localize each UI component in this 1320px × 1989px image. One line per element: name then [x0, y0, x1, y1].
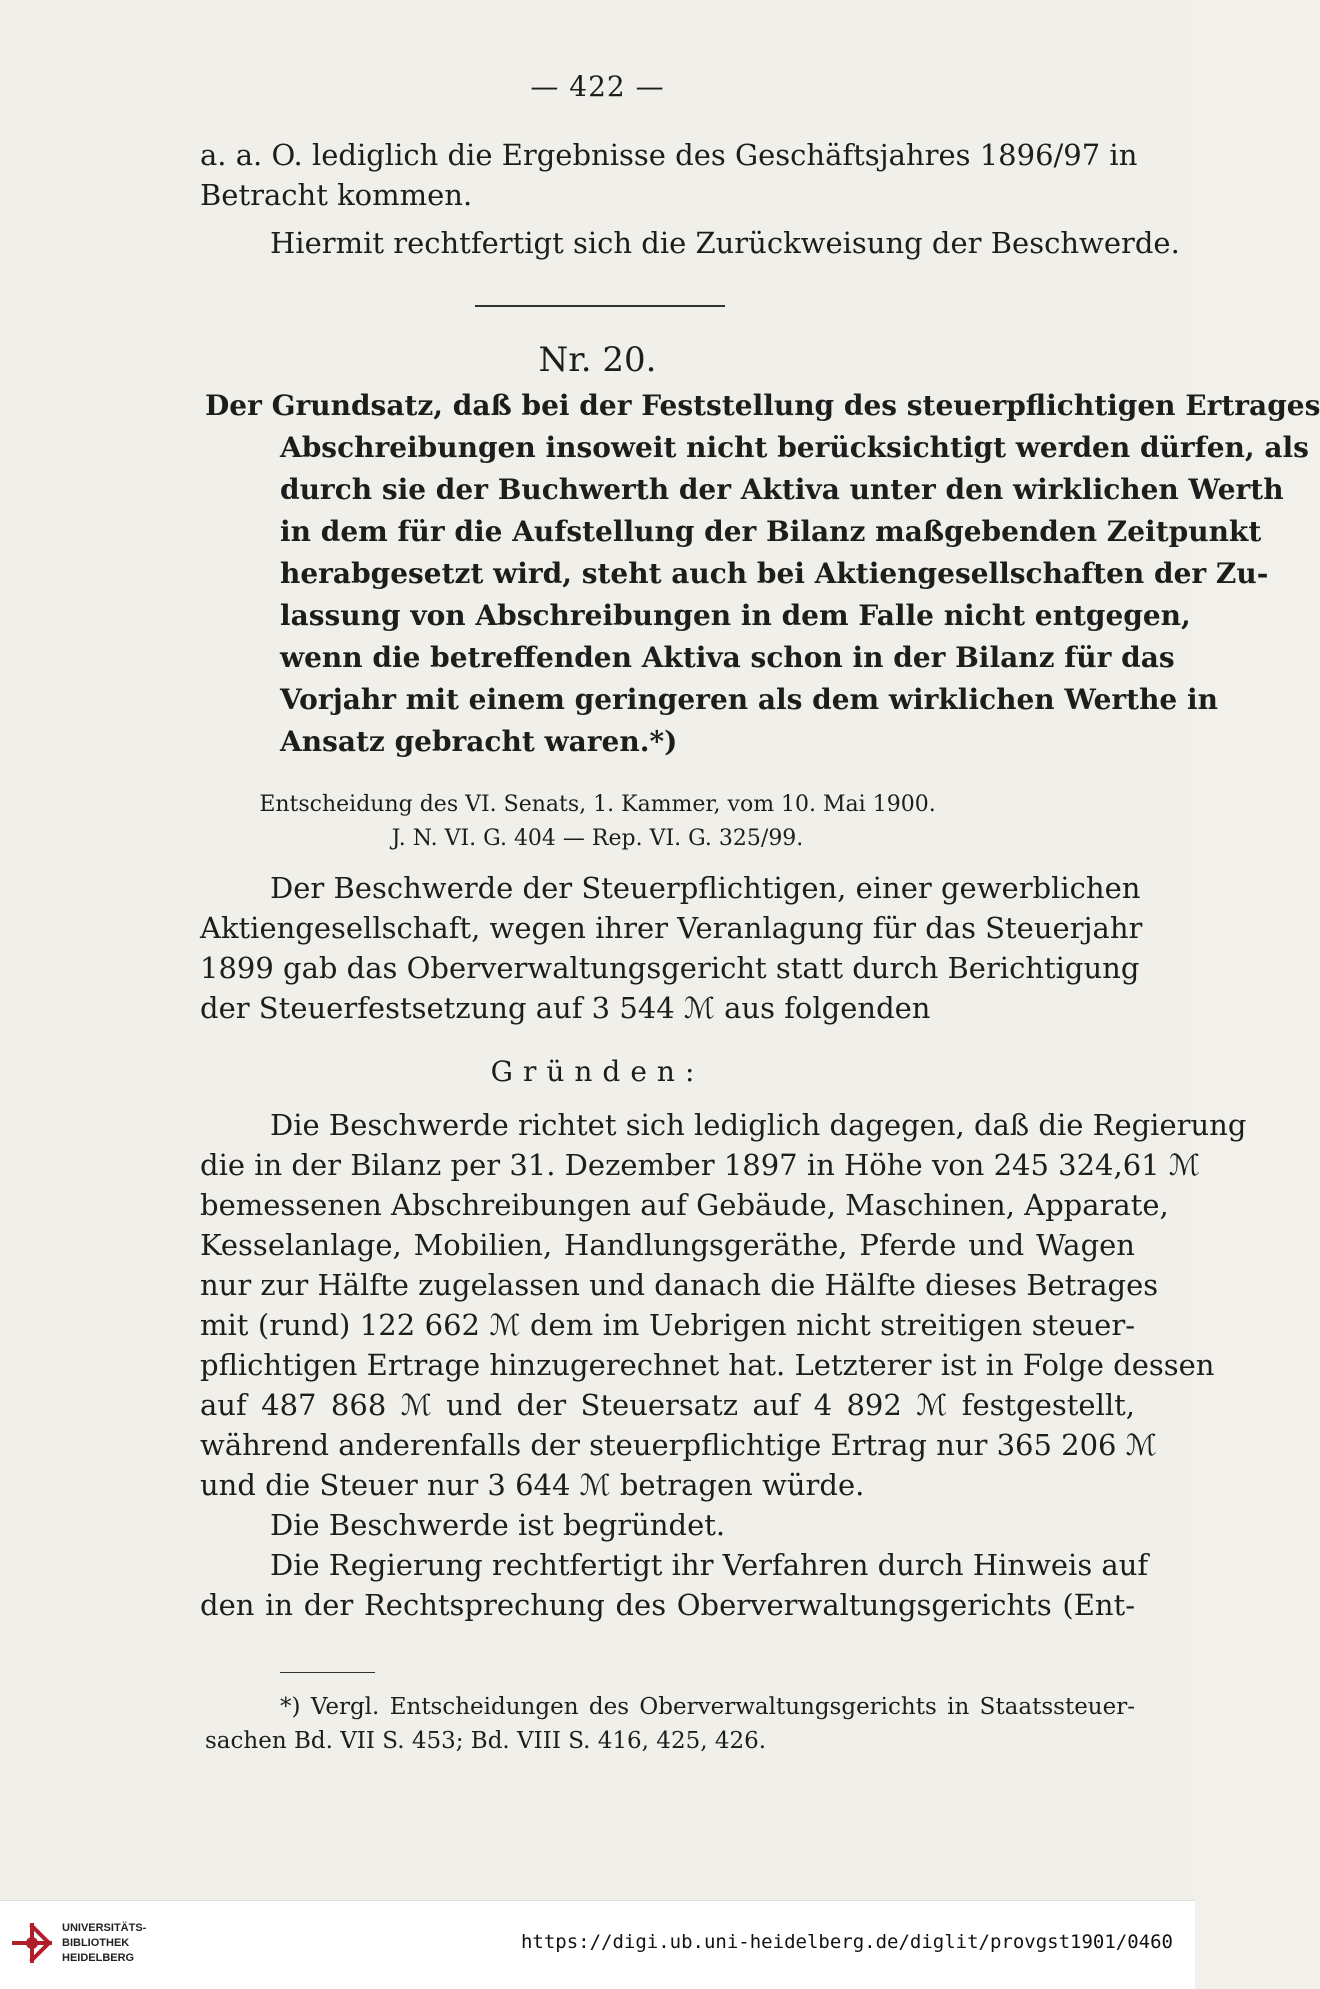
intro-paragraph	[200, 135, 1180, 263]
reasons-line: Kesselanlage, Mobilien, Handlungsgeräthe, Pferde und Wagen	[200, 1228, 1135, 1262]
intro-conclusion: Hiermit rechtfertigt sich die Zurückweisung der Beschwerde.	[270, 226, 1180, 260]
final-line: den in der Rechtsprechung des Oberverwaltungsgerichts (Ent-	[200, 1588, 1135, 1622]
decision-paragraph	[200, 868, 1143, 1028]
reasons-line: nur zur Hälfte zugelassen und danach die Hälfte dieses Betrages	[200, 1268, 1159, 1302]
decision-citation: Entscheidung des VI. Senats, 1. Kammer, vom 10. Mai 1900.	[259, 792, 936, 817]
decision-reference: J. N. VI. G. 404 — Rep. VI. G. 325/99.	[391, 826, 804, 851]
footnote	[205, 1690, 1135, 1758]
summary-line: wenn die betreffenden Aktiva schon in der Bilanz für das	[280, 641, 1175, 674]
decision-line: der Steuerfestsetzung auf 3 544 ℳ aus folgenden	[200, 991, 931, 1025]
decision-line: Der Beschwerde der Steuerpflichtigen, einer gewerblichen	[270, 871, 1141, 905]
footnote-divider	[280, 1672, 375, 1673]
reasons-line: bemessenen Abschreibungen auf Gebäude, Maschinen, Apparate,	[200, 1188, 1169, 1222]
decision-line: Aktiengesellschaft, wegen ihrer Veranlagung für das Steuerjahr	[200, 911, 1143, 945]
summary-line: in dem für die Aufstellung der Bilanz maßgebenden Zeitpunkt	[280, 515, 1262, 548]
headnote-summary	[205, 385, 1320, 763]
founded-line: Die Beschwerde ist begründet.	[270, 1508, 726, 1542]
final-line: Die Regierung rechtfertigt ihr Verfahren durch Hinweis auf	[270, 1548, 1149, 1582]
viewer-footer	[0, 1900, 1195, 1989]
library-name: UNIVERSITÄTS- BIBLIOTHEK HEIDELBERG	[62, 1922, 147, 1964]
summary-line: Vorjahr mit einem geringeren als dem wirklichen Werthe in	[280, 683, 1218, 716]
summary-line: Der Grundsatz, daß bei der Feststellung des steuerpflichtigen Ertrages	[205, 389, 1320, 422]
page-number: — 422 —	[530, 70, 665, 103]
reasons-line: die in der Bilanz per 31. Dezember 1897 in Höhe von 245 324,61 ℳ	[200, 1148, 1200, 1182]
reasons-line: mit (rund) 122 662 ℳ dem im Uebrigen nicht streitigen steuer-	[200, 1308, 1135, 1342]
grounds-heading: Gründen:	[490, 1055, 705, 1088]
footnote-line: sachen Bd. VII S. 453; Bd. VIII S. 416, 425, 426.	[205, 1728, 767, 1754]
section-divider	[475, 305, 725, 307]
summary-line: lassung von Abschreibungen in dem Falle nicht entgegen,	[280, 599, 1191, 632]
decision-line: 1899 gab das Oberverwaltungsgericht statt durch Berichtigung	[200, 951, 1140, 985]
footnote-line: *) Vergl. Entscheidungen des Oberverwaltungsgerichts in Staatssteuer-	[280, 1694, 1135, 1720]
summary-line: herabgesetzt wird, steht auch bei Aktiengesellschaften der Zu-	[280, 557, 1269, 590]
reasons-line: pflichtigen Ertrage hinzugerechnet hat. Letzterer ist in Folge dessen	[200, 1348, 1215, 1382]
section-title: Nr. 20.	[538, 340, 657, 380]
reasons-line: auf 487 868 ℳ und der Steuersatz auf 4 892 ℳ festgestellt,	[200, 1388, 1135, 1422]
university-library-logo-icon	[10, 1921, 54, 1965]
reasons-paragraph	[200, 1105, 1247, 1625]
permalink-url[interactable]: https://digi.ub.uni-heidelberg.de/diglit/provgst1901/0460	[520, 1931, 1173, 1953]
reasons-line: Die Beschwerde richtet sich lediglich dagegen, daß die Regierung	[270, 1108, 1247, 1142]
reasons-line: und die Steuer nur 3 644 ℳ betragen würde.	[200, 1468, 865, 1502]
reasons-line: während anderenfalls der steuerpflichtige Ertrag nur 365 206 ℳ	[200, 1428, 1157, 1462]
summary-line: durch sie der Buchwerth der Aktiva unter den wirklichen Werth	[280, 473, 1284, 506]
intro-line: Betracht kommen.	[200, 178, 473, 212]
summary-line: Abschreibungen insoweit nicht berücksichtigt werden dürfen, als	[280, 431, 1309, 464]
intro-line: a. a. O. lediglich die Ergebnisse des Geschäftsjahres 1896/97 in	[200, 138, 1138, 172]
summary-line: Ansatz gebracht waren.*)	[280, 725, 678, 758]
